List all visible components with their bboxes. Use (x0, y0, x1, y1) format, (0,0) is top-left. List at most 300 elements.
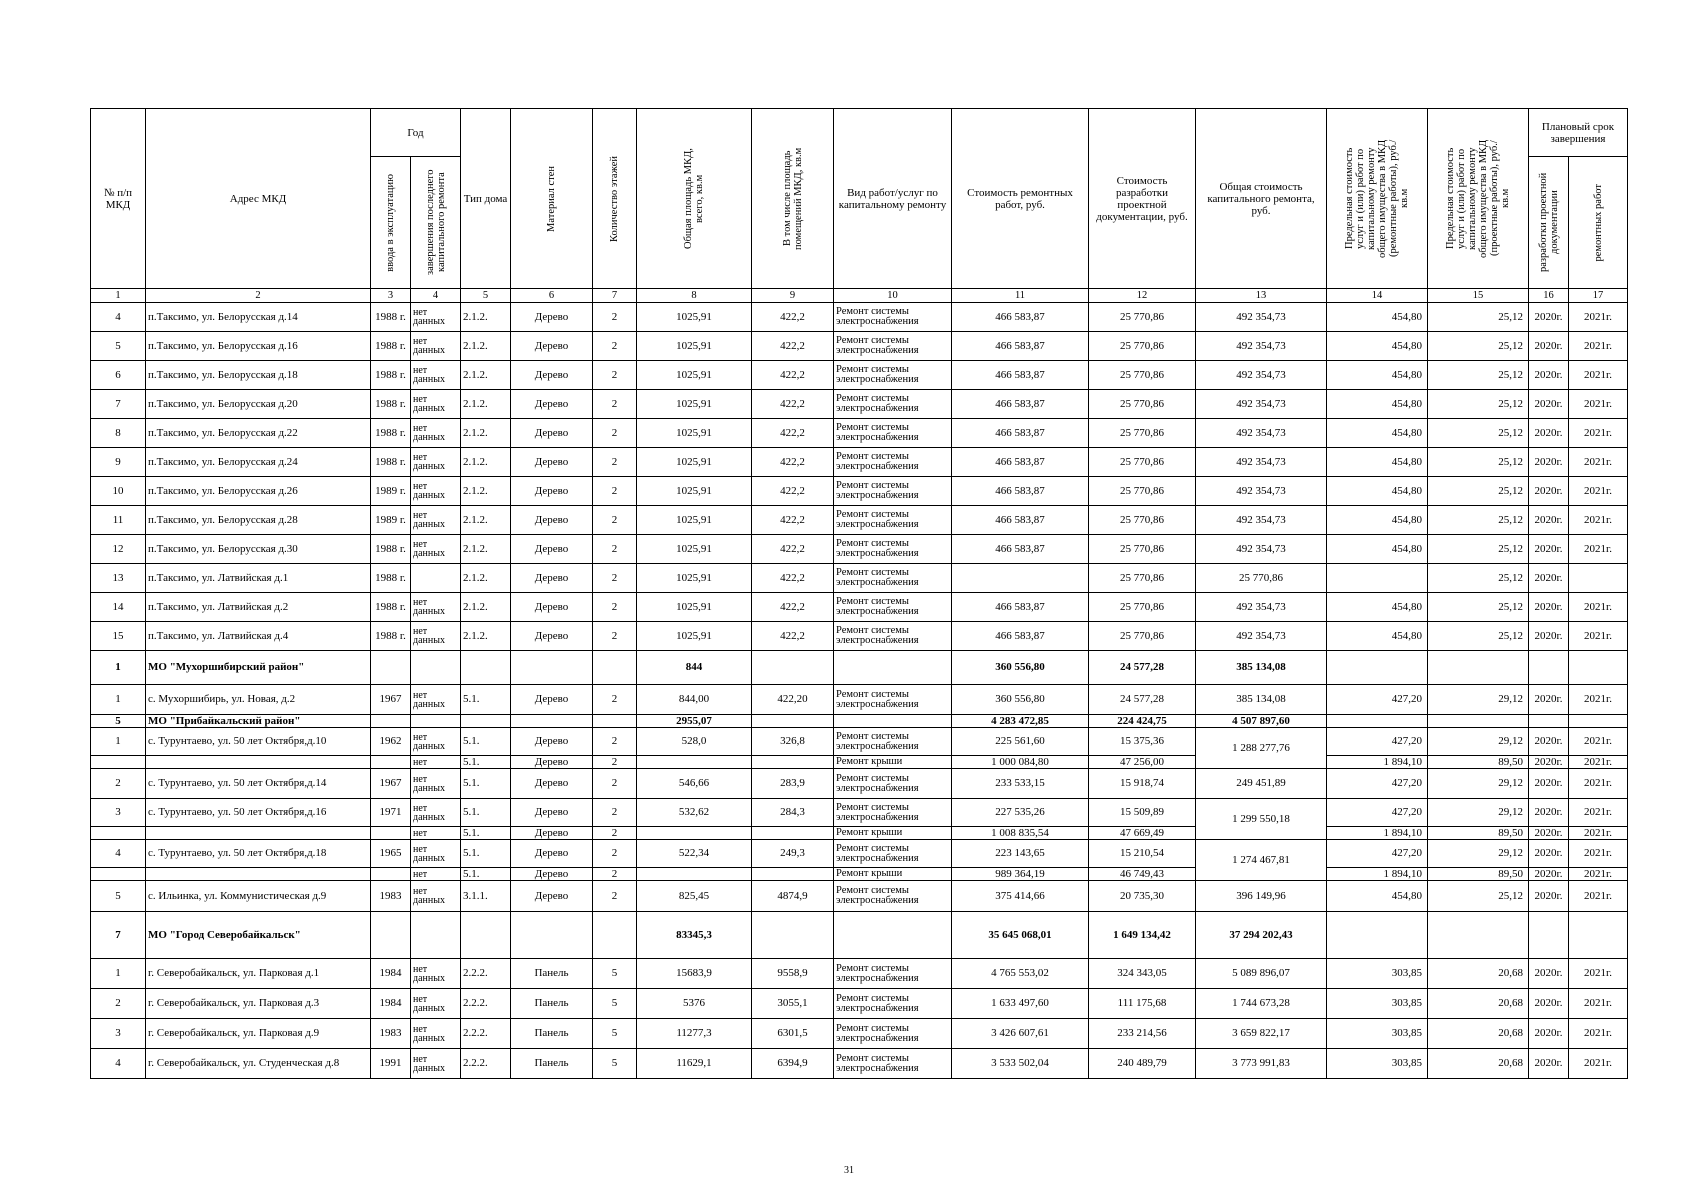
cell-wall-material: Дерево (511, 419, 593, 448)
cell-premises-area: 283,9 (752, 769, 834, 799)
cell-design-cost: 20 735,30 (1089, 881, 1196, 912)
cell-limit-design: 20,68 (1428, 1019, 1529, 1049)
column-number: 7 (593, 289, 637, 303)
cell-house-type: 5.1. (461, 685, 511, 715)
cell-deadline-design: 2020г. (1529, 477, 1569, 506)
cell-limit-repair: 454,80 (1327, 361, 1428, 390)
cell-limit-repair: 427,20 (1327, 799, 1428, 827)
cell-deadline-design: 2020г. (1529, 1049, 1569, 1079)
cell-premises-area: 422,2 (752, 448, 834, 477)
cell-limit-repair: 427,20 (1327, 728, 1428, 756)
cell-work-type: Ремонт системы электроснабжения (834, 535, 952, 564)
cell-limit-repair: 454,80 (1327, 477, 1428, 506)
cell-total-cost: 492 354,73 (1196, 390, 1327, 419)
cell-limit-repair: 454,80 (1327, 506, 1428, 535)
cell-deadline-design: 2020г. (1529, 881, 1569, 912)
cell-design-cost: 25 770,86 (1089, 303, 1196, 332)
cell-deadline-repair: 2021г. (1569, 622, 1628, 651)
header-year-group: Год (371, 109, 461, 157)
cell-house-type: 2.2.2. (461, 989, 511, 1019)
cell-floors: 2 (593, 535, 637, 564)
cell-total-cost: 492 354,73 (1196, 303, 1327, 332)
cell-year-last-repair: нет данных (411, 622, 461, 651)
cell-design-cost: 15 509,89 (1089, 799, 1196, 827)
cell-deadline-repair: 2021г. (1569, 756, 1628, 769)
cell-floors: 2 (593, 593, 637, 622)
cell-year-commission: 1983 (371, 881, 411, 912)
cell-row-num: 3 (91, 799, 146, 827)
cell-premises-area: 9558,9 (752, 959, 834, 989)
cell-row-num: 2 (91, 989, 146, 1019)
cell-row-num: 5 (91, 881, 146, 912)
cell-work-type: Ремонт системы электроснабжения (834, 685, 952, 715)
cell-floors: 2 (593, 448, 637, 477)
cell-limit-repair: 303,85 (1327, 959, 1428, 989)
cell-deadline-design (1529, 715, 1569, 728)
cell-floors: 2 (593, 756, 637, 769)
header-address: Адрес МКД (146, 109, 371, 289)
table-row (91, 840, 1628, 868)
cell-repair-cost: 360 556,80 (952, 685, 1089, 715)
cell-wall-material: Дерево (511, 506, 593, 535)
cell-year-commission (371, 651, 411, 685)
cell-floors: 2 (593, 419, 637, 448)
cell-address: с. Ильинка, ул. Коммунистическая д.9 (146, 881, 371, 912)
cell-total-area: 1025,91 (637, 419, 752, 448)
cell-total-area: 1025,91 (637, 332, 752, 361)
column-number: 14 (1327, 289, 1428, 303)
cell-premises-area (752, 868, 834, 881)
cell-year-commission: 1988 г. (371, 390, 411, 419)
cell-deadline-design: 2020г. (1529, 840, 1569, 868)
cell-total-area: 1025,91 (637, 622, 752, 651)
cell-address: п.Таксимо, ул. Белорусская д.16 (146, 332, 371, 361)
column-number: 9 (752, 289, 834, 303)
cell-repair-cost: 1 008 835,54 (952, 827, 1089, 840)
group-total-row (91, 715, 1628, 728)
table-row (91, 1049, 1628, 1079)
cell-work-type: Ремонт системы электроснабжения (834, 769, 952, 799)
cell-limit-design: 29,12 (1428, 840, 1529, 868)
cell-year-last-repair: нет данных (411, 593, 461, 622)
cell-work-type: Ремонт системы электроснабжения (834, 840, 952, 868)
cell-total-cost: 1 274 467,81 (1196, 840, 1327, 881)
cell-floors: 2 (593, 840, 637, 868)
cell-limit-repair: 454,80 (1327, 332, 1428, 361)
cell-repair-cost: 466 583,87 (952, 448, 1089, 477)
cell-address: п.Таксимо, ул. Белорусская д.30 (146, 535, 371, 564)
page-number: 31 (844, 1165, 854, 1176)
cell-year-last-repair: нет данных (411, 989, 461, 1019)
cell-limit-design: 25,12 (1428, 303, 1529, 332)
cell-design-cost: 47 669,49 (1089, 827, 1196, 840)
cell-total-area (637, 756, 752, 769)
cell-total-cost: 492 354,73 (1196, 332, 1327, 361)
header-deadline-group: Плановый срок завершения (1529, 109, 1628, 157)
cell-limit-repair: 454,80 (1327, 535, 1428, 564)
cell-wall-material (511, 715, 593, 728)
cell-address: п.Таксимо, ул. Белорусская д.14 (146, 303, 371, 332)
cell-repair-cost: 466 583,87 (952, 361, 1089, 390)
cell-limit-repair: 427,20 (1327, 685, 1428, 715)
cell-wall-material: Панель (511, 959, 593, 989)
cell-house-type: 2.1.2. (461, 390, 511, 419)
cell-repair-cost: 3 426 607,61 (952, 1019, 1089, 1049)
header-limit-repair: Предельная стоимость услуг и (или) работ по капитальному ремонту общего имущества в МКД (ремонтные работы), руб./кв.м (1327, 109, 1428, 289)
column-number: 4 (411, 289, 461, 303)
cell-limit-design (1428, 912, 1529, 959)
cell-year-commission: 1988 г. (371, 593, 411, 622)
cell-total-area (637, 868, 752, 881)
cell-floors: 2 (593, 769, 637, 799)
cell-repair-cost: 4 283 472,85 (952, 715, 1089, 728)
cell-work-type: Ремонт крыши (834, 868, 952, 881)
cell-row-num: 8 (91, 419, 146, 448)
cell-deadline-repair: 2021г. (1569, 868, 1628, 881)
cell-limit-design: 25,12 (1428, 448, 1529, 477)
column-number: 1 (91, 289, 146, 303)
cell-premises-area: 6301,5 (752, 1019, 834, 1049)
cell-year-commission (371, 868, 411, 881)
cell-deadline-repair: 2021г. (1569, 1019, 1628, 1049)
cell-deadline-design: 2020г. (1529, 390, 1569, 419)
cell-total-area: 1025,91 (637, 477, 752, 506)
cell-limit-design: 25,12 (1428, 564, 1529, 593)
cell-deadline-design: 2020г. (1529, 989, 1569, 1019)
cell-year-commission: 1988 г. (371, 448, 411, 477)
cell-year-commission: 1962 (371, 728, 411, 756)
cell-design-cost: 46 749,43 (1089, 868, 1196, 881)
cell-repair-cost: 989 364,19 (952, 868, 1089, 881)
cell-address: МО "Мухоршибирский район" (146, 651, 371, 685)
cell-house-type: 2.1.2. (461, 303, 511, 332)
cell-row-num: 12 (91, 535, 146, 564)
cell-design-cost: 224 424,75 (1089, 715, 1196, 728)
cell-deadline-design (1529, 651, 1569, 685)
cell-house-type (461, 715, 511, 728)
cell-premises-area: 422,2 (752, 535, 834, 564)
cell-total-cost: 385 134,08 (1196, 651, 1327, 685)
cell-total-cost: 25 770,86 (1196, 564, 1327, 593)
cell-floors: 2 (593, 390, 637, 419)
cell-limit-repair: 454,80 (1327, 622, 1428, 651)
cell-repair-cost: 466 583,87 (952, 390, 1089, 419)
cell-limit-repair (1327, 912, 1428, 959)
cell-deadline-design: 2020г. (1529, 448, 1569, 477)
cell-work-type: Ремонт системы электроснабжения (834, 593, 952, 622)
cell-repair-cost: 1 000 084,80 (952, 756, 1089, 769)
cell-year-last-repair: нет данных (411, 959, 461, 989)
cell-premises-area (752, 827, 834, 840)
cell-wall-material: Дерево (511, 332, 593, 361)
cell-limit-repair: 454,80 (1327, 303, 1428, 332)
cell-house-type: 5.1. (461, 799, 511, 827)
cell-year-commission: 1967 (371, 685, 411, 715)
cell-address: с. Турунтаево, ул. 50 лет Октября,д.18 (146, 840, 371, 868)
cell-floors (593, 651, 637, 685)
cell-year-last-repair: нет данных (411, 332, 461, 361)
cell-work-type: Ремонт системы электроснабжения (834, 881, 952, 912)
cell-deadline-repair: 2021г. (1569, 477, 1628, 506)
cell-limit-repair: 303,85 (1327, 1049, 1428, 1079)
cell-design-cost: 25 770,86 (1089, 361, 1196, 390)
cell-design-cost: 111 175,68 (1089, 989, 1196, 1019)
cell-floors: 5 (593, 1019, 637, 1049)
cell-work-type: Ремонт системы электроснабжения (834, 332, 952, 361)
cell-year-commission: 1984 (371, 959, 411, 989)
header-limit-design: Предельная стоимость услуг и (или) работ по капитальному ремонту общего имущества в МКД (проектные работы), руб./кв.м (1428, 109, 1529, 289)
cell-wall-material (511, 651, 593, 685)
cell-year-commission: 1988 г. (371, 419, 411, 448)
cell-wall-material: Панель (511, 1019, 593, 1049)
cell-address: п.Таксимо, ул. Белорусская д.22 (146, 419, 371, 448)
cell-limit-repair: 454,80 (1327, 881, 1428, 912)
cell-repair-cost: 466 583,87 (952, 622, 1089, 651)
cell-year-last-repair: нет данных (411, 535, 461, 564)
cell-deadline-repair: 2021г. (1569, 959, 1628, 989)
cell-floors (593, 912, 637, 959)
cell-design-cost: 25 770,86 (1089, 564, 1196, 593)
header-deadline-design: разработки проектной документации (1529, 157, 1569, 289)
cell-year-commission: 1983 (371, 1019, 411, 1049)
cell-work-type: Ремонт системы электроснабжения (834, 506, 952, 535)
cell-deadline-repair (1569, 651, 1628, 685)
column-number: 15 (1428, 289, 1529, 303)
cell-address (146, 868, 371, 881)
cell-deadline-repair: 2021г. (1569, 827, 1628, 840)
cell-year-commission: 1967 (371, 769, 411, 799)
cell-total-cost: 396 149,96 (1196, 881, 1327, 912)
cell-deadline-repair: 2021г. (1569, 535, 1628, 564)
cell-floors: 5 (593, 989, 637, 1019)
cell-limit-design: 25,12 (1428, 593, 1529, 622)
cell-premises-area (752, 651, 834, 685)
cell-house-type: 2.1.2. (461, 332, 511, 361)
cell-design-cost: 25 770,86 (1089, 535, 1196, 564)
cell-total-area (637, 827, 752, 840)
cell-total-area: 1025,91 (637, 361, 752, 390)
cell-design-cost: 25 770,86 (1089, 332, 1196, 361)
table-row (91, 564, 1628, 593)
cell-limit-design: 29,12 (1428, 799, 1529, 827)
cell-deadline-repair: 2021г. (1569, 419, 1628, 448)
cell-repair-cost: 225 561,60 (952, 728, 1089, 756)
cell-wall-material (511, 912, 593, 959)
cell-total-cost: 37 294 202,43 (1196, 912, 1327, 959)
table-row (91, 881, 1628, 912)
cell-work-type: Ремонт системы электроснабжения (834, 361, 952, 390)
cell-total-area: 844,00 (637, 685, 752, 715)
header-year-commission: ввода в эксплуатацию (371, 157, 411, 289)
cell-design-cost: 25 770,86 (1089, 390, 1196, 419)
table-row (91, 390, 1628, 419)
cell-row-num: 15 (91, 622, 146, 651)
cell-total-cost: 492 354,73 (1196, 622, 1327, 651)
cell-limit-repair (1327, 715, 1428, 728)
cell-design-cost: 15 918,74 (1089, 769, 1196, 799)
cell-year-commission (371, 715, 411, 728)
cell-deadline-design: 2020г. (1529, 419, 1569, 448)
cell-deadline-design: 2020г. (1529, 622, 1569, 651)
cell-deadline-repair: 2021г. (1569, 448, 1628, 477)
cell-work-type: Ремонт системы электроснабжения (834, 959, 952, 989)
cell-row-num: 5 (91, 715, 146, 728)
cell-house-type (461, 912, 511, 959)
cell-row-num: 7 (91, 912, 146, 959)
table-row (91, 827, 1628, 840)
cell-total-cost: 3 659 822,17 (1196, 1019, 1327, 1049)
cell-design-cost: 25 770,86 (1089, 477, 1196, 506)
cell-deadline-repair: 2021г. (1569, 303, 1628, 332)
cell-premises-area: 326,8 (752, 728, 834, 756)
cell-row-num: 1 (91, 685, 146, 715)
cell-row-num: 6 (91, 361, 146, 390)
header-year-last-repair: завершения последнего капитального ремонта (411, 157, 461, 289)
cell-address: МО "Прибайкальский район" (146, 715, 371, 728)
cell-house-type (461, 651, 511, 685)
cell-work-type (834, 651, 952, 685)
cell-deadline-design: 2020г. (1529, 535, 1569, 564)
cell-repair-cost: 1 633 497,60 (952, 989, 1089, 1019)
cell-deadline-repair: 2021г. (1569, 361, 1628, 390)
cell-address (146, 756, 371, 769)
header-wall-material: Материал стен (511, 109, 593, 289)
table-row (91, 989, 1628, 1019)
table-row (91, 448, 1628, 477)
cell-deadline-design: 2020г. (1529, 868, 1569, 881)
cell-work-type: Ремонт системы электроснабжения (834, 477, 952, 506)
cell-design-cost: 47 256,00 (1089, 756, 1196, 769)
cell-year-commission: 1988 г. (371, 361, 411, 390)
cell-year-last-repair: нет данных (411, 361, 461, 390)
cell-limit-repair: 1 894,10 (1327, 756, 1428, 769)
cell-wall-material: Дерево (511, 799, 593, 827)
cell-house-type: 5.1. (461, 827, 511, 840)
cell-house-type: 5.1. (461, 840, 511, 868)
cell-work-type: Ремонт системы электроснабжения (834, 390, 952, 419)
table-row (91, 868, 1628, 881)
cell-floors: 2 (593, 361, 637, 390)
header-floors: Количество этажей (593, 109, 637, 289)
cell-design-cost: 25 770,86 (1089, 506, 1196, 535)
cell-premises-area: 4874,9 (752, 881, 834, 912)
cell-year-commission: 1965 (371, 840, 411, 868)
cell-year-last-repair: нет данных (411, 881, 461, 912)
cell-premises-area: 422,2 (752, 622, 834, 651)
group-total-row (91, 912, 1628, 959)
cell-row-num: 1 (91, 959, 146, 989)
cell-total-area: 844 (637, 651, 752, 685)
cell-row-num: 3 (91, 1019, 146, 1049)
cell-row-num: 4 (91, 840, 146, 868)
cell-address: г. Северобайкальск, ул. Парковая д.1 (146, 959, 371, 989)
cell-total-cost: 492 354,73 (1196, 419, 1327, 448)
cell-row-num: 7 (91, 390, 146, 419)
cell-total-cost: 492 354,73 (1196, 448, 1327, 477)
cell-repair-cost: 466 583,87 (952, 477, 1089, 506)
cell-house-type: 2.1.2. (461, 564, 511, 593)
cell-year-last-repair: нет данных (411, 769, 461, 799)
cell-premises-area: 422,2 (752, 564, 834, 593)
cell-total-cost: 492 354,73 (1196, 535, 1327, 564)
cell-limit-design: 25,12 (1428, 361, 1529, 390)
cell-year-commission (371, 756, 411, 769)
cell-repair-cost: 360 556,80 (952, 651, 1089, 685)
cell-address: п.Таксимо, ул. Белорусская д.24 (146, 448, 371, 477)
header-house-type: Тип дома (461, 109, 511, 289)
cell-deadline-design: 2020г. (1529, 685, 1569, 715)
cell-repair-cost: 233 533,15 (952, 769, 1089, 799)
cell-deadline-repair: 2021г. (1569, 332, 1628, 361)
cell-wall-material: Дерево (511, 840, 593, 868)
cell-total-area: 15683,9 (637, 959, 752, 989)
cell-repair-cost: 466 583,87 (952, 506, 1089, 535)
cell-total-cost: 1 299 550,18 (1196, 799, 1327, 840)
cell-year-commission (371, 912, 411, 959)
table-row (91, 728, 1628, 756)
cell-design-cost: 15 210,54 (1089, 840, 1196, 868)
cell-wall-material: Дерево (511, 827, 593, 840)
cell-total-cost: 1 744 673,28 (1196, 989, 1327, 1019)
cell-wall-material: Дерево (511, 477, 593, 506)
cell-design-cost: 25 770,86 (1089, 593, 1196, 622)
cell-deadline-repair: 2021г. (1569, 685, 1628, 715)
cell-total-area: 11629,1 (637, 1049, 752, 1079)
cell-total-area: 1025,91 (637, 506, 752, 535)
cell-row-num: 4 (91, 1049, 146, 1079)
cell-address: п.Таксимо, ул. Белорусская д.20 (146, 390, 371, 419)
cell-floors: 2 (593, 303, 637, 332)
cell-limit-design: 29,12 (1428, 728, 1529, 756)
cell-limit-repair: 454,80 (1327, 390, 1428, 419)
cell-year-last-repair: нет (411, 868, 461, 881)
cell-year-commission: 1988 г. (371, 535, 411, 564)
cell-year-commission: 1988 г. (371, 564, 411, 593)
cell-design-cost: 233 214,56 (1089, 1019, 1196, 1049)
cell-wall-material: Панель (511, 1049, 593, 1079)
cell-deadline-repair (1569, 564, 1628, 593)
cell-house-type: 2.1.2. (461, 593, 511, 622)
cell-year-commission: 1991 (371, 1049, 411, 1079)
cell-address: п.Таксимо, ул. Латвийская д.1 (146, 564, 371, 593)
cell-wall-material: Панель (511, 989, 593, 1019)
column-number: 16 (1529, 289, 1569, 303)
cell-total-area: 1025,91 (637, 535, 752, 564)
cell-deadline-design: 2020г. (1529, 827, 1569, 840)
cell-design-cost: 25 770,86 (1089, 622, 1196, 651)
cell-limit-design: 20,68 (1428, 1049, 1529, 1079)
cell-year-last-repair: нет данных (411, 419, 461, 448)
cell-floors: 2 (593, 799, 637, 827)
column-number: 5 (461, 289, 511, 303)
cell-repair-cost: 466 583,87 (952, 593, 1089, 622)
cell-year-commission: 1988 г. (371, 332, 411, 361)
cell-row-num: 1 (91, 728, 146, 756)
cell-work-type (834, 912, 952, 959)
cell-total-area: 528,0 (637, 728, 752, 756)
cell-premises-area: 422,2 (752, 506, 834, 535)
column-number: 3 (371, 289, 411, 303)
cell-deadline-design: 2020г. (1529, 756, 1569, 769)
cell-address: МО "Город Северобайкальск" (146, 912, 371, 959)
cell-floors: 2 (593, 827, 637, 840)
cell-wall-material: Дерево (511, 756, 593, 769)
cell-row-num: 11 (91, 506, 146, 535)
cell-design-cost: 24 577,28 (1089, 651, 1196, 685)
cell-house-type: 2.1.2. (461, 477, 511, 506)
cell-repair-cost: 375 414,66 (952, 881, 1089, 912)
cell-year-last-repair: нет данных (411, 799, 461, 827)
